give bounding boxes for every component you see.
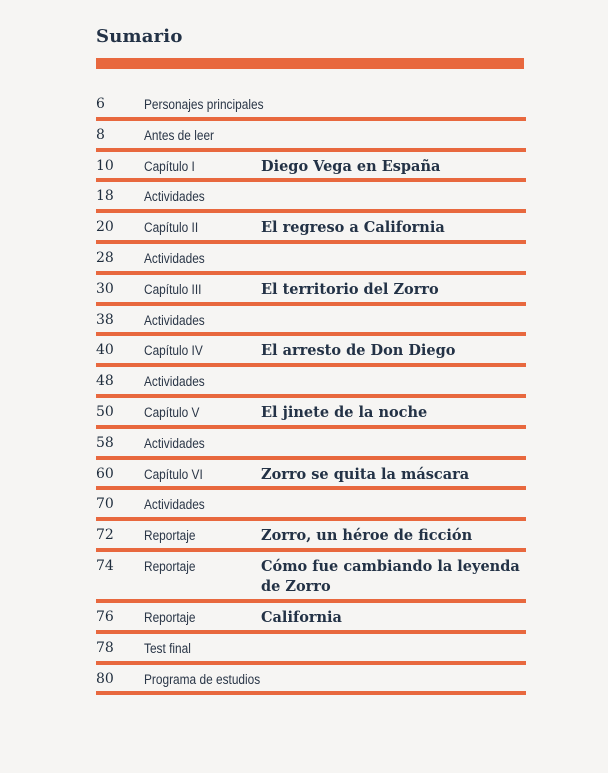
toc-row bbox=[96, 521, 526, 552]
toc-section-label: Actividades bbox=[144, 374, 205, 390]
toc-row bbox=[96, 121, 526, 152]
toc-chapter-title: El territorio del Zorro bbox=[261, 280, 439, 298]
toc-section-label: Capítulo I bbox=[144, 158, 195, 174]
toc-page-number: 60 bbox=[96, 465, 114, 482]
toc-chapter-title: Cómo fue cambiando la leyenda de Zorro bbox=[261, 558, 520, 595]
title-underline-bar bbox=[96, 58, 524, 69]
toc-section-label: Personajes principales bbox=[144, 97, 264, 112]
toc-page-number: 10 bbox=[96, 157, 114, 174]
toc-section-label: Actividades bbox=[144, 312, 205, 328]
toc-row bbox=[96, 275, 526, 306]
toc-page-number: 78 bbox=[96, 639, 114, 656]
toc-row bbox=[96, 367, 526, 398]
toc-row bbox=[96, 552, 526, 603]
toc-chapter-title: California bbox=[261, 609, 342, 626]
toc-page-number: 40 bbox=[96, 342, 114, 359]
toc-row bbox=[96, 152, 526, 183]
toc-divider-line bbox=[96, 691, 526, 695]
toc-page-number: 70 bbox=[96, 496, 114, 513]
toc-section-label: Capítulo VI bbox=[144, 466, 203, 482]
toc-section-label: Capítulo II bbox=[144, 220, 199, 236]
toc-chapter-title: Diego Vega en España bbox=[261, 157, 441, 175]
toc-section-label: Antes de leer bbox=[144, 127, 215, 143]
toc-page-number: 72 bbox=[96, 527, 114, 544]
toc-chapter-title: El arresto de Don Diego bbox=[261, 342, 456, 360]
toc-page-number: 50 bbox=[96, 404, 114, 420]
toc-row bbox=[96, 460, 526, 491]
toc-chapter-title: Zorro se quita la máscara bbox=[261, 465, 470, 483]
toc-section-label: Capítulo III bbox=[144, 281, 202, 297]
toc-chapter-title: Zorro, un héroe de ficción bbox=[261, 527, 473, 545]
page-title: Sumario bbox=[96, 26, 183, 47]
toc-row bbox=[96, 182, 526, 213]
toc-row bbox=[96, 398, 526, 429]
toc-chapter-title: El regreso a California bbox=[261, 219, 445, 237]
toc-page-number: 28 bbox=[96, 250, 114, 266]
toc-section-label: Actividades bbox=[144, 435, 205, 451]
toc-row bbox=[96, 306, 526, 337]
toc-page-number: 6 bbox=[96, 96, 105, 112]
toc-row bbox=[96, 90, 526, 121]
toc-section-label: Test final bbox=[144, 640, 191, 656]
toc-section-label: Actividades bbox=[144, 497, 205, 513]
toc-page-number: 76 bbox=[96, 609, 114, 625]
toc-section-label: Reportaje bbox=[144, 559, 196, 574]
toc-page-number: 80 bbox=[96, 670, 114, 687]
toc-row bbox=[96, 244, 526, 275]
toc-row bbox=[96, 603, 526, 634]
toc-row bbox=[96, 665, 526, 696]
toc-page-number: 20 bbox=[96, 219, 114, 236]
toc-page-number: 30 bbox=[96, 280, 114, 297]
toc-row bbox=[96, 336, 526, 367]
toc-section-label: Actividades bbox=[144, 189, 205, 205]
toc-row bbox=[96, 213, 526, 244]
toc-row bbox=[96, 490, 526, 521]
toc-page-number: 18 bbox=[96, 188, 114, 205]
toc-section-label: Capítulo V bbox=[144, 405, 200, 420]
toc-section-label: Reportaje bbox=[144, 528, 196, 544]
toc-row bbox=[96, 429, 526, 460]
toc-chapter-title: El jinete de la noche bbox=[261, 404, 428, 421]
toc-section-label: Capítulo IV bbox=[144, 343, 203, 359]
toc-page-number: 48 bbox=[96, 373, 114, 390]
toc-section-label: Actividades bbox=[144, 251, 205, 266]
toc-page-number: 38 bbox=[96, 311, 114, 328]
toc-page-number: 58 bbox=[96, 434, 114, 451]
toc-section-label: Reportaje bbox=[144, 610, 196, 625]
toc-page-number: 74 bbox=[96, 558, 114, 574]
toc-row bbox=[96, 634, 526, 665]
toc-section-label: Programa de estudios bbox=[144, 671, 261, 687]
toc-page-number: 8 bbox=[96, 126, 105, 143]
